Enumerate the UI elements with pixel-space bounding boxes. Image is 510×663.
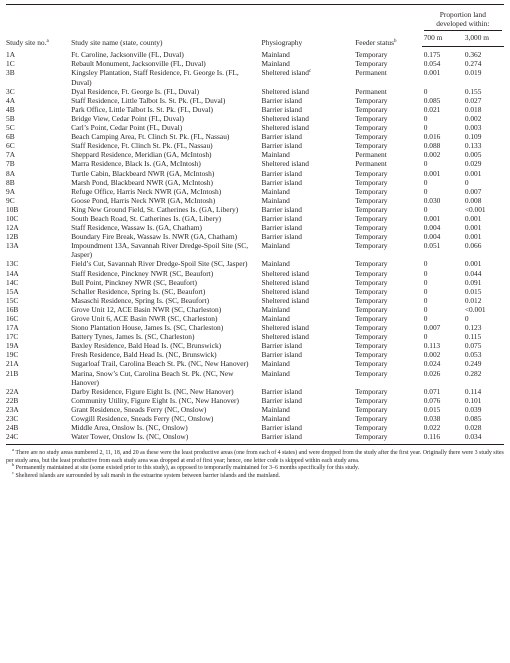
site-number-cell: 13C <box>6 259 19 269</box>
proportion-700m-cell: 0.021 <box>423 104 441 114</box>
table-row <box>6 178 504 187</box>
site-name-cell: Rebault Monument, Jacksonville (FL, Duval) <box>71 59 206 69</box>
site-number-cell: 21B <box>6 368 19 378</box>
site-name-cell: Staff Residence, Ft. Clinch St. Pk. (FL, Nassau) <box>71 141 213 151</box>
feeder-status-cell: Temporary <box>355 59 388 69</box>
site-number-cell: 24B <box>6 423 19 433</box>
proportion-3000m-cell: 0.133 <box>464 141 482 151</box>
physiography-cell: Barrier island <box>261 141 302 151</box>
physiography-cell: Sheltered island <box>261 277 309 287</box>
proportion-3000m-cell: 0.039 <box>464 404 482 414</box>
table-row <box>6 223 504 232</box>
proportion-700m-cell: 0 <box>423 295 428 305</box>
site-name-cell: Baxley Residence, Bald Head Is. (NC, Brunswick) <box>71 341 222 351</box>
site-number-cell: 7A <box>6 150 16 160</box>
proportion-700m-cell: 0.116 <box>423 432 441 442</box>
physiography-cell: Mainland <box>261 59 290 69</box>
feeder-status-cell: Temporary <box>355 323 388 333</box>
physiography-cell: Sheltered island <box>261 323 309 333</box>
site-number-cell: 23A <box>6 404 19 414</box>
proportion-700m-cell: 0.022 <box>423 423 441 433</box>
proportion-700m-cell: 0 <box>423 204 428 214</box>
col-header-site-name: Study site name (state, county) <box>71 37 163 47</box>
site-name-cell: Masaschi Residence, Spring Is. (SC, Beaufort) <box>71 295 210 305</box>
feeder-status-cell: Temporary <box>355 395 388 405</box>
proportion-700m-cell: 0 <box>423 86 428 96</box>
feeder-status-cell: Permanent <box>355 150 387 160</box>
proportion-3000m-cell: 0.007 <box>464 186 482 196</box>
physiography-cell: Mainland <box>261 241 290 251</box>
site-name-cell: Water Tower, Onslow Is. (NC, Onslow) <box>71 432 189 442</box>
physiography-cell: Barrier island <box>261 432 302 442</box>
proportion-700m-cell: 0.054 <box>423 59 441 69</box>
proportion-700m-cell: 0.007 <box>423 323 441 333</box>
proportion-3000m-cell: 0.002 <box>464 113 482 123</box>
site-number-cell: 9A <box>6 186 16 196</box>
site-number-cell: 10B <box>6 204 19 214</box>
feeder-status-cell: Temporary <box>355 268 388 278</box>
feeder-status-cell: Permanent <box>355 159 387 169</box>
site-number-cell: 24C <box>6 432 19 442</box>
site-name-cell: Staff Residence, Little Talbot Is. St. Pk. (FL, Duval) <box>71 95 226 105</box>
proportion-3000m-cell: 0.362 <box>464 50 482 60</box>
table-row <box>6 87 504 96</box>
table-row <box>6 405 504 414</box>
site-name-cell: Bull Point, Pinckney NWR (SC, Beaufort) <box>71 277 197 287</box>
site-number-cell: 4B <box>6 104 15 114</box>
feeder-status-cell: Temporary <box>355 386 388 396</box>
site-number-cell: 1A <box>6 49 16 59</box>
proportion-3000m-cell: 0.027 <box>464 95 482 105</box>
site-name-cell: Bridge View, Cedar Point (FL, Duval) <box>71 113 184 123</box>
table-row <box>6 205 504 214</box>
feeder-status-cell: Temporary <box>355 259 388 269</box>
physiography-cell: Sheltered island <box>261 332 309 342</box>
site-name-cell: Impoundment 13A, Savannah River Dredge-Spoil Site (SC, Jasper) <box>71 241 249 260</box>
physiography-cell: Sheltered island <box>261 268 309 278</box>
proportion-700m-cell: 0.001 <box>423 68 441 78</box>
site-number-cell: 13A <box>6 241 19 251</box>
proportion-3000m-cell: 0.075 <box>464 341 482 351</box>
site-name-cell: Battery Tynes, James Is. (SC, Charleston) <box>71 332 195 342</box>
proportion-700m-cell: 0.088 <box>423 141 441 151</box>
proportion-3000m-cell: 0.001 <box>464 259 482 269</box>
physiography-cell: Barrier island <box>261 395 302 405</box>
site-name-cell: Middle Area, Onslow Is. (NC, Onslow) <box>71 423 188 433</box>
proportion-3000m-cell: 0.249 <box>464 359 482 369</box>
feeder-status-cell: Temporary <box>355 341 388 351</box>
feeder-status-cell: Temporary <box>355 113 388 123</box>
proportion-3000m-cell: 0.085 <box>464 414 482 424</box>
site-number-cell: 3C <box>6 86 15 96</box>
site-name-cell: Cowgill Residence, Sneads Ferry (NC, Onslow) <box>71 414 214 424</box>
site-number-cell: 3B <box>6 68 15 78</box>
table-row <box>6 159 504 168</box>
proportion-700m-cell: 0 <box>423 268 428 278</box>
proportion-3000m-cell: 0.066 <box>464 241 482 251</box>
physiography-cell: Barrier island <box>261 104 302 114</box>
table-row <box>6 287 504 296</box>
proportion-700m-cell: 0.002 <box>423 150 441 160</box>
table-row <box>6 305 504 314</box>
site-name-cell: South Beach Road, St. Catherines Is. (GA, Libery) <box>71 213 222 223</box>
site-name-cell: Marina, Snow’s Cut, Carolina Beach St. Pk. (NC, New Hanover) <box>71 368 234 387</box>
site-name-cell: Field’s Cut, Savannah River Dredge-Spoil Site (SC, Jasper) <box>71 259 248 269</box>
proportion-700m-cell: 0 <box>423 113 428 123</box>
proportion-700m-cell: 0.004 <box>423 223 441 233</box>
proportion-3000m-cell: 0.034 <box>464 432 482 442</box>
site-name-cell: Marra Residence, Black Is. (GA, McIntosh) <box>71 159 201 169</box>
site-number-cell: 16B <box>6 304 19 314</box>
proportion-3000m-cell: 0.044 <box>464 268 482 278</box>
physiography-cell: Mainland <box>261 359 290 369</box>
site-number-cell: 19A <box>6 341 19 351</box>
table-row <box>6 396 504 405</box>
site-name-cell: Turtle Cabin, Blackbeard NWR (GA, McIntosh) <box>71 168 215 178</box>
proportion-3000m-cell: 0.012 <box>464 295 482 305</box>
site-name-cell: Stono Plantation House, James Is. (SC, Charleston) <box>71 323 224 333</box>
col-header-proportion: Proportion land developed within: <box>422 5 504 32</box>
feeder-status-cell: Temporary <box>355 168 388 178</box>
table-row <box>6 214 504 223</box>
site-number-cell: 5B <box>6 113 15 123</box>
physiography-cell: Barrier island <box>261 423 302 433</box>
site-number-cell: 17A <box>6 323 19 333</box>
study-sites-table <box>6 4 504 445</box>
proportion-3000m-cell: <0.001 <box>464 304 486 314</box>
proportion-3000m-cell: 0.001 <box>464 232 482 242</box>
proportion-700m-cell: 0.001 <box>423 213 441 223</box>
proportion-700m-cell: 0.175 <box>423 50 441 60</box>
proportion-700m-cell: 0.015 <box>423 404 441 414</box>
footnote: $^c$ Sheltered islands are surrounded by salt marsh in the estuarine system between barrier islands and the mainland. <box>12 469 280 479</box>
table-row <box>6 47 504 60</box>
proportion-3000m-cell: 0.003 <box>464 123 482 133</box>
feeder-status-cell: Temporary <box>355 232 388 242</box>
proportion-3000m-cell: 0.028 <box>464 423 482 433</box>
site-number-cell: 15A <box>6 286 19 296</box>
physiography-cell: Barrier island <box>261 232 302 242</box>
feeder-status-cell: Temporary <box>355 314 388 323</box>
proportion-700m-cell: 0.004 <box>423 232 441 242</box>
proportion-3000m-cell: 0.282 <box>464 368 482 378</box>
physiography-cell: Mainland <box>261 259 290 269</box>
table-row <box>6 278 504 287</box>
feeder-status-cell: Temporary <box>355 359 388 369</box>
feeder-status-cell: Permanent <box>355 86 387 96</box>
site-name-cell: Grove Unit 6, ACE Basin NWR (SC, Charleston) <box>71 314 218 323</box>
table-row <box>6 369 504 387</box>
col-header-site-no: Study site no.$^a$ <box>6 37 49 47</box>
feeder-status-cell: Temporary <box>355 223 388 233</box>
site-name-cell: Schaller Residence, Spring Is. (SC, Beaufort) <box>71 286 206 296</box>
table-row <box>6 59 504 68</box>
proportion-700m-cell: 0.038 <box>423 414 441 424</box>
proportion-700m-cell: 0.016 <box>423 132 441 142</box>
site-name-cell: Ft. Caroline, Jacksonville (FL, Duval) <box>71 49 184 59</box>
proportion-700m-cell: 0.113 <box>423 341 441 351</box>
table-row <box>6 323 504 332</box>
proportion-700m-cell: 0.076 <box>423 395 441 405</box>
proportion-700m-cell: 0.085 <box>423 95 441 105</box>
proportion-3000m-cell: 0 <box>464 177 469 187</box>
feeder-status-cell: Temporary <box>355 132 388 142</box>
physiography-cell: Barrier island <box>261 204 302 214</box>
physiography-cell: Sheltered island <box>261 295 309 305</box>
proportion-700m-cell: 0.030 <box>423 195 441 205</box>
proportion-700m-cell: 0 <box>423 159 428 169</box>
site-name-cell: Grant Residence, Sneads Ferry (NC, Onslow) <box>71 404 207 414</box>
feeder-status-cell: Temporary <box>355 177 388 187</box>
feeder-status-cell: Temporary <box>355 104 388 114</box>
feeder-status-cell: Temporary <box>355 432 388 442</box>
proportion-700m-cell: 0 <box>423 332 428 342</box>
site-name-cell: Park Office, Little Talbot Is. St. Pk. (FL, Duval) <box>71 104 213 114</box>
site-name-cell: Fresh Residence, Bald Head Is. (NC, Brunswick) <box>71 350 217 360</box>
physiography-cell: Barrier island <box>261 223 302 233</box>
site-number-cell: 6B <box>6 132 15 142</box>
physiography-cell: Sheltered island <box>261 159 309 169</box>
proportion-700m-cell: 0.071 <box>423 386 441 396</box>
physiography-cell: Mainland <box>261 186 290 196</box>
feeder-status-cell: Temporary <box>355 195 388 205</box>
col-header-3000m: 3,000 m <box>463 31 504 47</box>
physiography-cell: Sheltered island$^c$ <box>261 68 312 78</box>
table-row <box>6 187 504 196</box>
proportion-3000m-cell: 0.101 <box>464 395 482 405</box>
site-name-cell: Beach Camping Area, Ft. Clinch St. Pk. (FL, Nassau) <box>71 132 230 142</box>
footnotes <box>6 447 504 480</box>
feeder-status-cell: Temporary <box>355 186 388 196</box>
col-header-feeder-status: Feeder status$^b$ <box>355 37 397 47</box>
table-row <box>6 68 504 86</box>
physiography-cell: Barrier island <box>261 177 302 187</box>
site-name-cell: Community Utility, Figure Eight Is. (NC, New Hanover) <box>71 395 239 405</box>
physiography-cell: Mainland <box>261 404 290 414</box>
feeder-status-cell: Temporary <box>355 141 388 151</box>
table-row <box>6 96 504 105</box>
site-number-cell: 4A <box>6 95 16 105</box>
site-number-cell: 8A <box>6 168 16 178</box>
site-number-cell: 14A <box>6 268 19 278</box>
physiography-cell: Barrier island <box>261 213 302 223</box>
site-number-cell: 12A <box>6 223 19 233</box>
proportion-3000m-cell: 0.001 <box>464 223 482 233</box>
physiography-cell: Barrier island <box>261 341 302 351</box>
proportion-700m-cell: 0 <box>423 304 428 314</box>
table-row <box>6 387 504 396</box>
feeder-status-cell: Temporary <box>355 95 388 105</box>
site-number-cell: 8B <box>6 177 15 187</box>
table-row <box>6 341 504 350</box>
site-number-cell: 22B <box>6 395 19 405</box>
table-row <box>6 169 504 178</box>
proportion-3000m-cell: 0.114 <box>464 386 482 396</box>
physiography-cell: Mainland <box>261 195 290 205</box>
site-name-cell: Staff Residence, Wassaw Is. (GA, Chatham) <box>71 223 202 233</box>
physiography-cell: Mainland <box>261 368 290 378</box>
feeder-status-cell: Temporary <box>355 295 388 305</box>
site-number-cell: 6C <box>6 141 15 151</box>
feeder-status-cell: Temporary <box>355 404 388 414</box>
site-number-cell: 5C <box>6 123 15 133</box>
feeder-status-cell: Permanent <box>355 68 387 78</box>
proportion-700m-cell: 0.001 <box>423 168 441 178</box>
feeder-status-cell: Temporary <box>355 332 388 342</box>
site-number-cell: 10C <box>6 213 19 223</box>
proportion-700m-cell: 0 <box>423 314 428 323</box>
site-name-cell: Sugarloaf Trail, Carolina Beach St. Pk. (NC, New Hanover) <box>71 359 249 369</box>
site-number-cell: 9C <box>6 195 15 205</box>
feeder-status-cell: Temporary <box>355 423 388 433</box>
physiography-cell: Barrier island <box>261 386 302 396</box>
site-name-cell: Boundary Fire Break, Wassaw Is. NWR (GA, Chatham) <box>71 232 238 242</box>
proportion-3000m-cell: 0.274 <box>464 59 482 69</box>
physiography-cell: Sheltered island <box>261 286 309 296</box>
table-row <box>6 332 504 341</box>
feeder-status-cell: Temporary <box>355 204 388 214</box>
table-row <box>6 132 504 141</box>
feeder-status-cell: Temporary <box>355 304 388 314</box>
table-row <box>6 432 504 445</box>
footnote: $^b$ Permanently maintained at site (some existed prior to this study), as opposed to temporarily maintained for 3–6 months specifically for this study. <box>12 462 360 472</box>
table-row <box>6 123 504 132</box>
site-name-cell: Sheppard Residence, Meridian (GA, McIntosh) <box>71 150 212 160</box>
proportion-3000m-cell: 0.001 <box>464 168 482 178</box>
feeder-status-cell: Temporary <box>355 277 388 287</box>
proportion-3000m-cell: 0.053 <box>464 350 482 360</box>
table-row <box>6 423 504 432</box>
table-row <box>6 232 504 241</box>
table-row <box>6 196 504 205</box>
proportion-700m-cell: 0 <box>423 277 428 287</box>
site-number-cell: 1C <box>6 59 15 69</box>
proportion-700m-cell: 0 <box>423 286 428 296</box>
feeder-status-cell: Temporary <box>355 368 388 378</box>
proportion-3000m-cell: 0.123 <box>464 323 482 333</box>
proportion-700m-cell: 0 <box>423 123 428 133</box>
proportion-3000m-cell: <0.001 <box>464 204 486 214</box>
site-number-cell: 7B <box>6 159 15 169</box>
table-row <box>6 350 504 359</box>
col-header-physiography: Physiography <box>261 37 303 47</box>
site-number-cell: 17C <box>6 332 19 342</box>
document-page <box>6 4 504 481</box>
physiography-cell: Barrier island <box>261 350 302 360</box>
physiography-cell: Mainland <box>261 150 290 160</box>
physiography-cell: Barrier island <box>261 95 302 105</box>
site-number-cell: 14C <box>6 277 19 287</box>
proportion-3000m-cell: 0.019 <box>464 68 482 78</box>
site-name-cell: Marsh Pond, Blackbeard NWR (GA, McIntosh) <box>71 177 213 187</box>
proportion-700m-cell: 0 <box>423 186 428 196</box>
proportion-3000m-cell: 0.015 <box>464 286 482 296</box>
physiography-cell: Barrier island <box>261 132 302 142</box>
proportion-700m-cell: 0.026 <box>423 368 441 378</box>
site-number-cell: 22A <box>6 386 19 396</box>
feeder-status-cell: Temporary <box>355 350 388 360</box>
table-row <box>6 150 504 159</box>
table-row <box>6 359 504 368</box>
feeder-status-cell: Temporary <box>355 49 388 59</box>
proportion-3000m-cell: 0.008 <box>464 195 482 205</box>
physiography-cell: Sheltered island <box>261 113 309 123</box>
table-row <box>6 414 504 423</box>
physiography-cell: Mainland <box>261 304 290 314</box>
physiography-cell: Barrier island <box>261 168 302 178</box>
site-name-cell: Dyal Residence, Ft. George Is. (FL, Duval) <box>71 86 200 96</box>
col-header-700m: 700 m <box>422 31 463 47</box>
footnote-marker: c <box>308 69 312 75</box>
table-row <box>6 269 504 278</box>
proportion-700m-cell: 0.051 <box>423 241 441 251</box>
site-name-cell: King New Ground Field, St. Catherines Is. (GA, Libery) <box>71 204 239 214</box>
proportion-700m-cell: 0.002 <box>423 350 441 360</box>
site-number-cell: 19C <box>6 350 19 360</box>
feeder-status-cell: Temporary <box>355 241 388 251</box>
proportion-700m-cell: 0 <box>423 259 428 269</box>
site-name-cell: Staff Residence, Pinckney NWR (SC, Beaufort) <box>71 268 214 278</box>
feeder-status-cell: Temporary <box>355 123 388 133</box>
proportion-3000m-cell: 0 <box>464 314 469 323</box>
proportion-3000m-cell: 0.005 <box>464 150 482 160</box>
site-number-cell: 12B <box>6 232 19 242</box>
table-row <box>6 314 504 323</box>
table-row <box>6 259 504 268</box>
physiography-cell: Sheltered island <box>261 86 309 96</box>
table-row <box>6 141 504 150</box>
feeder-status-cell: Temporary <box>355 213 388 223</box>
proportion-3000m-cell: 0.109 <box>464 132 482 142</box>
physiography-cell: Mainland <box>261 414 290 424</box>
site-number-cell: 15C <box>6 295 19 305</box>
physiography-cell: Mainland <box>261 314 290 323</box>
proportion-3000m-cell: 0.029 <box>464 159 482 169</box>
table-row <box>6 241 504 259</box>
site-number-cell: 21A <box>6 359 19 369</box>
table-body <box>6 47 504 445</box>
table-row <box>6 296 504 305</box>
site-name-cell: Grove Unit 12, ACE Basin NWR (SC, Charleston) <box>71 304 222 314</box>
site-name-cell: Carl’s Point, Cedar Point (FL, Duval) <box>71 123 183 133</box>
site-number-cell: 16C <box>6 314 19 323</box>
proportion-3000m-cell: 0.115 <box>464 332 482 342</box>
feeder-status-cell: Temporary <box>355 414 388 424</box>
feeder-status-cell: Temporary <box>355 286 388 296</box>
proportion-3000m-cell: 0.018 <box>464 104 482 114</box>
proportion-700m-cell: 0.024 <box>423 359 441 369</box>
proportion-700m-cell: 0 <box>423 177 428 187</box>
proportion-3000m-cell: 0.155 <box>464 86 482 96</box>
site-name-cell: Darby Residence, Figure Eight Is. (NC, New Hanover) <box>71 386 234 396</box>
table-header <box>6 5 504 47</box>
table-row <box>6 105 504 114</box>
physiography-cell: Mainland <box>261 49 290 59</box>
site-name-cell: Refuge Office, Harris Neck NWR (GA, McIntosh) <box>71 186 222 196</box>
site-name-cell: Kingsley Plantation, Staff Residence, Ft. George Is. (FL, Duval) <box>71 68 239 87</box>
proportion-3000m-cell: 0.091 <box>464 277 482 287</box>
site-name-cell: Goose Pond, Harris Neck NWR (GA, McIntosh) <box>71 195 216 205</box>
physiography-cell: Sheltered island <box>261 123 309 133</box>
site-number-cell: 23C <box>6 414 19 424</box>
table-row <box>6 114 504 123</box>
footnote: $^a$ There are no study areas numbered 2, 11, 18, and 20 as these were the least productive areas (one from each of 4 states) and were dropped from the study after the first year. Originally there were 3 study sites per study area, but the least productive from each study area was dropped at end of first year; hence, one letter code is skipped within each study area. <box>6 447 504 464</box>
proportion-3000m-cell: 0.001 <box>464 213 482 223</box>
